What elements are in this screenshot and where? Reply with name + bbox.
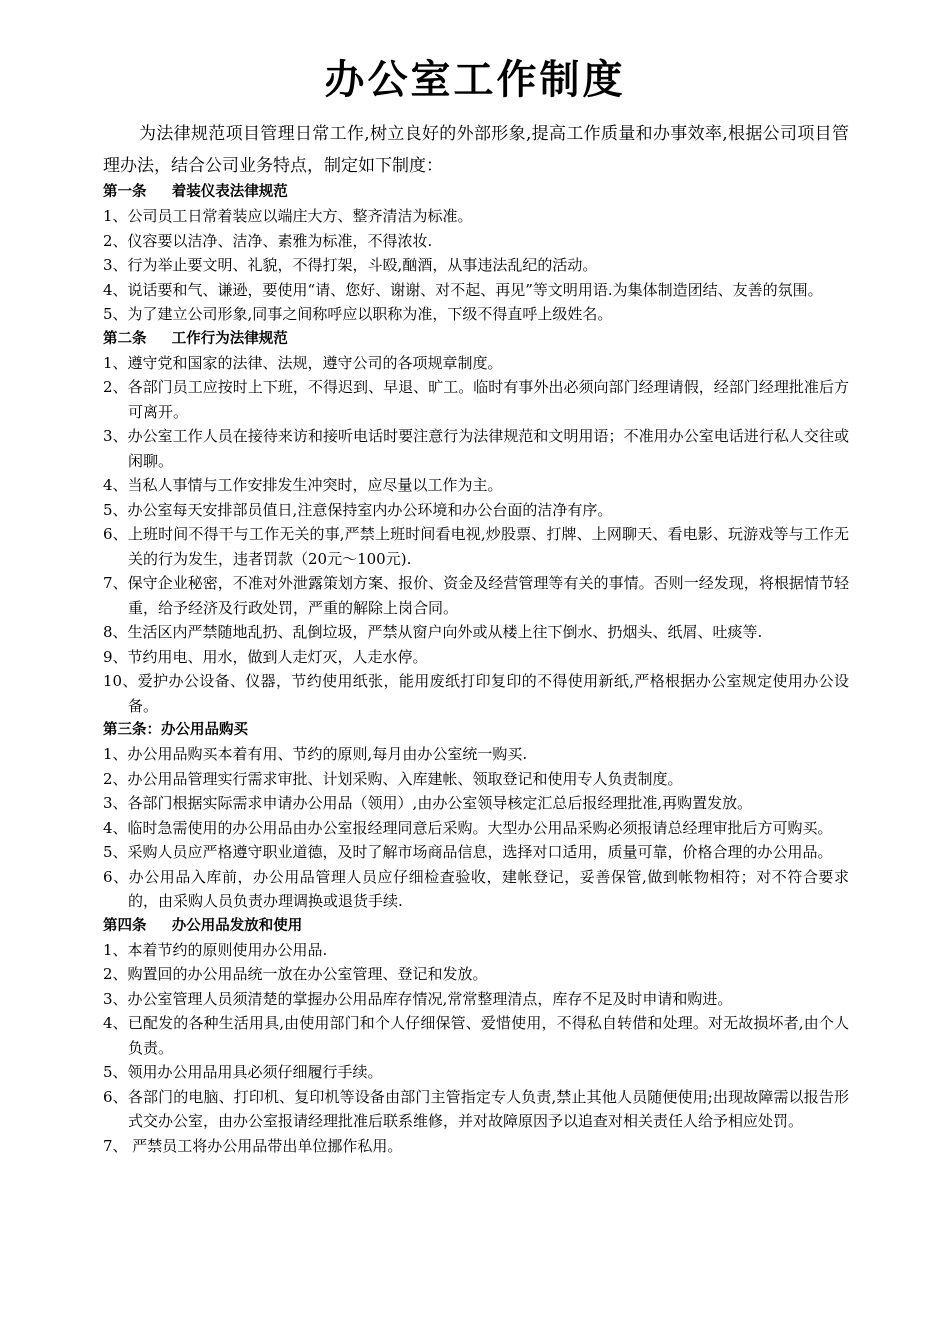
list-item: 1、本着节约的原则使用办公用品. bbox=[103, 940, 328, 959]
list-item: 4、说话要和气、谦逊，要使用“请、您好、谢谢、对不起、再见”等文明用语.为集体制造团结、友善的氛围。 bbox=[103, 280, 823, 299]
list-item: 7、 严禁员工将办公用品带出单位挪作私用。 bbox=[103, 1136, 403, 1155]
list-item: 9、节约用电、用水，做到人走灯灭，人走水停。 bbox=[103, 647, 428, 666]
list-item: 3、办公室工作人员在接待来访和接听电话时要注意行为法律规范和文明用语；不准用办公室电话进行私人交往或闲聊。 bbox=[103, 427, 849, 470]
section-3 bbox=[103, 718, 849, 914]
list-item: 5、领用办公用品用具必须仔细履行手续。 bbox=[103, 1063, 383, 1081]
section-heading: 第三条：办公用品购买 bbox=[103, 722, 248, 738]
list-item: 4、临时急需使用的办公用品由办公室报经理同意后采购。大型办公用品采购必须报请总经理审批后方可购买。 bbox=[103, 818, 833, 837]
list-item: 3、行为举止要文明、礼貌，不得打架，斗殴,酗酒，从事违法乱纪的活动。 bbox=[103, 256, 598, 274]
section-heading: 第二条 工作行为法律规范 bbox=[103, 330, 288, 347]
list-item: 5、采购人员应严格遵守职业道德，及时了解市场商品信息，选择对口适用，质量可靠，价格合理的办公用品。 bbox=[103, 843, 833, 861]
list-item: 2、办公用品管理实行需求审批、计划采购、入库建帐、领取登记和使用专人负责制度。 bbox=[103, 769, 683, 788]
list-item: 1、办公用品购买本着有用、节约的原则,每月由办公室统一购买. bbox=[103, 745, 528, 763]
list-item: 10、爱护办公设备、仪器，节约使用纸张，能用废纸打印复印的不得使用新纸,严格根据办公室规定使用办公设备。 bbox=[103, 672, 849, 715]
list-item: 5、办公室每天安排部员值日,注意保持室内办公环境和办公台面的洁净有序。 bbox=[103, 500, 613, 519]
section-heading: 第四条 办公用品发放和使用 bbox=[103, 917, 303, 934]
list-item: 4、已配发的各种生活用具,由使用部门和个人仔细保管、爱惜使用，不得私自转借和处理。对无故损坏者,由个人负责。 bbox=[103, 1014, 849, 1057]
list-item: 3、各部门根据实际需求申请办公用品（领用）,由办公室领导核定汇总后报经理批准,再购置发放。 bbox=[103, 794, 753, 812]
section-1 bbox=[103, 180, 849, 327]
page-title: 办公室工作制度 bbox=[324, 57, 626, 103]
section-heading: 第一条 着装仪表法律规范 bbox=[103, 184, 288, 200]
document-body bbox=[103, 180, 849, 1158]
list-item: 6、上班时间不得干与工作无关的事,严禁上班时间看电视,炒股票、打牌、上网聊天、看电影、玩游戏等与工作无关的行为发生，违者罚款（20元～100元). bbox=[103, 525, 849, 568]
intro-paragraph: 为法律规范项目管理日常工作,树立良好的外部形象,提高工作质量和办事效率,根据公司项目管理办法，结合公司业务特点，制定如下制度： bbox=[103, 124, 849, 176]
list-item: 6、办公用品入库前，办公用品管理人员应仔细检查验收，建帐登记，妥善保管,做到帐物相符；对不符合要求的，由采购人员负责办理调换或退货手续. bbox=[103, 867, 849, 910]
list-item: 3、办公室管理人员须清楚的掌握办公用品库存情况,常常整理清点，库存不足及时申请和购进。 bbox=[103, 989, 733, 1008]
list-item: 2、购置回的办公用品统一放在办公室管理、登记和发放。 bbox=[103, 965, 488, 983]
list-item: 1、遵守党和国家的法律、法规，遵守公司的各项规章制度。 bbox=[103, 353, 503, 372]
list-item: 5、为了建立公司形象,同事之间称呼应以职称为准，下级不得直呼上级姓名。 bbox=[103, 305, 613, 323]
list-item: 8、生活区内严禁随地乱扔、乱倒垃圾，严禁从窗户向外或从楼上往下倒水、扔烟头、纸屑、吐痰等. bbox=[103, 623, 763, 641]
list-item: 6、各部门的电脑、打印机、复印机等设备由部门主管指定专人负责,禁止其他人员随便使用;出现故障需以报告形式交办公室，由办公室报请经理批准后联系维修，并对故障原因予以追查对相关责任人给予相应处罚。 bbox=[103, 1087, 849, 1130]
list-item: 2、各部门员工应按时上下班，不得迟到、早退、旷工。临时有事外出必须向部门经理请假，经部门经理批准后方可离开。 bbox=[103, 378, 849, 421]
list-item: 4、当私人事情与工作安排发生冲突时，应尽量以工作为主。 bbox=[103, 476, 503, 494]
list-item: 7、保守企业秘密，不准对外泄露策划方案、报价、资金及经营管理等有关的事情。否则一经发现，将根据情节轻重，给予经济及行政处罚，严重的解除上岗合同。 bbox=[103, 574, 849, 617]
list-item: 2、仪容要以洁净、洁净、素雅为标准，不得浓妆. bbox=[103, 231, 433, 250]
section-4 bbox=[103, 914, 849, 1159]
section-2 bbox=[103, 327, 849, 719]
list-item: 1、公司员工日常着装应以端庄大方、整齐清洁为标准。 bbox=[103, 207, 473, 225]
